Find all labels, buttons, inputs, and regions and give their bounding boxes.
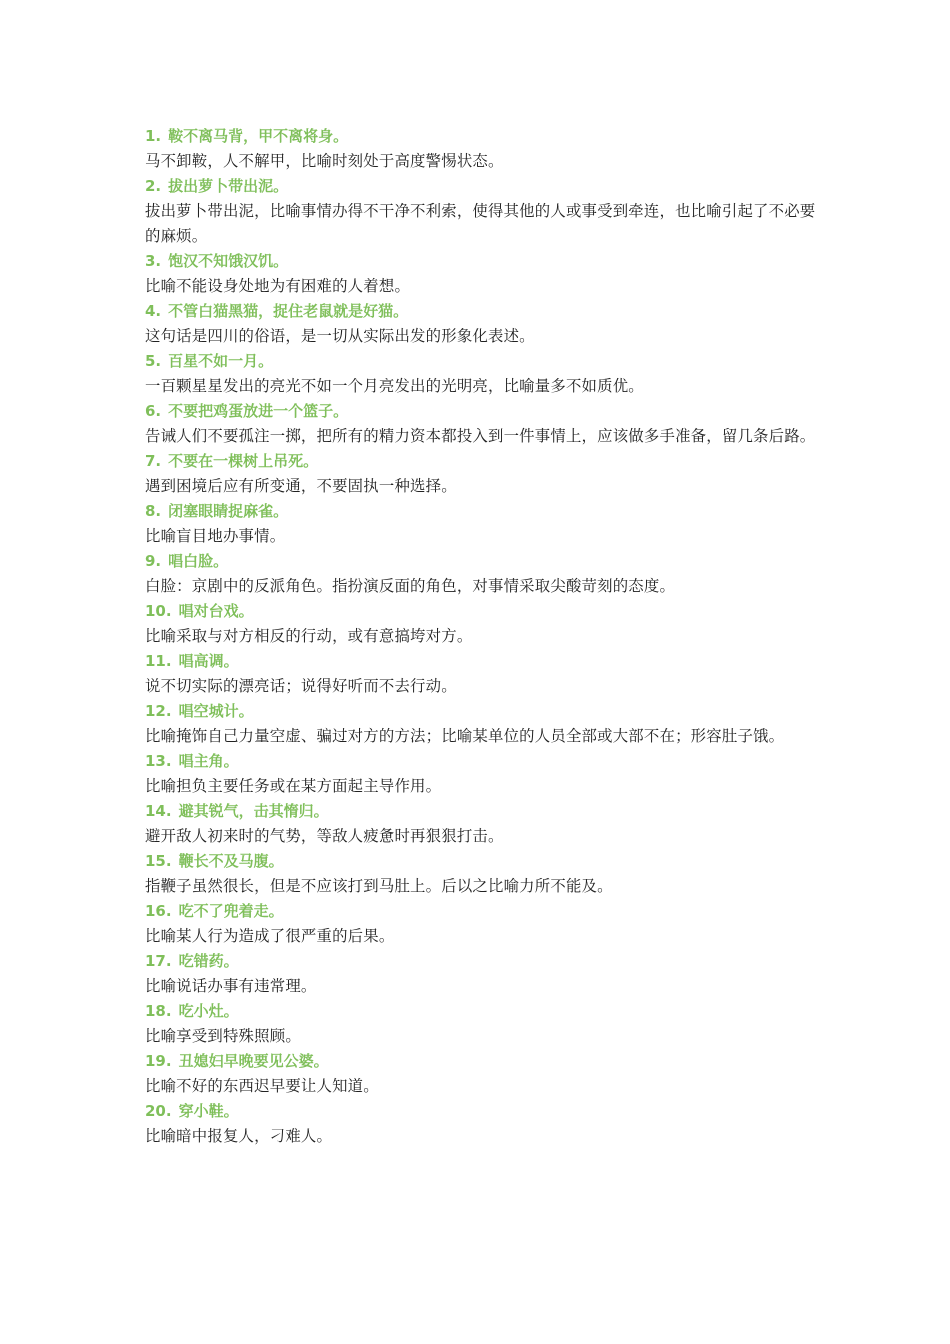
idiom-term xyxy=(145,999,825,1024)
idiom-definition: 遇到困境后应有所变通，不要固执一种选择。 xyxy=(145,477,457,495)
idiom-definition: 指鞭子虽然很长，但是不应该打到马肚上。后以之比喻力所不能及。 xyxy=(145,877,613,895)
list-item xyxy=(145,1099,825,1149)
idiom-definition: 比喻说话办事有违常理。 xyxy=(145,977,317,995)
idiom-number: 13. xyxy=(145,752,172,770)
idiom-number: 10. xyxy=(145,602,172,620)
idiom-text: 唱白脸。 xyxy=(168,552,229,570)
idiom-definition: 比喻担负主要任务或在某方面起主导作用。 xyxy=(145,777,442,795)
idiom-definition: 白脸：京剧中的反派角色。指扮演反面的角色，对事情采取尖酸苛刻的态度。 xyxy=(145,577,676,595)
idiom-number: 11. xyxy=(145,652,172,670)
list-item xyxy=(145,299,825,349)
idiom-number: 15. xyxy=(145,852,172,870)
list-item xyxy=(145,549,825,599)
idiom-term xyxy=(145,124,825,149)
idiom-term xyxy=(145,1099,825,1124)
idiom-term xyxy=(145,549,825,574)
idiom-term xyxy=(145,349,825,374)
idiom-number: 1. xyxy=(145,127,162,145)
list-item xyxy=(145,1049,825,1099)
idiom-term xyxy=(145,499,825,524)
idiom-definition: 这句话是四川的俗语，是一切从实际出发的形象化表述。 xyxy=(145,327,535,345)
idiom-number: 6. xyxy=(145,402,162,420)
idiom-definition: 说不切实际的漂亮话；说得好听而不去行动。 xyxy=(145,677,457,695)
idiom-text: 丑媳妇早晚要见公婆。 xyxy=(178,1052,329,1070)
idiom-text: 唱主角。 xyxy=(178,752,239,770)
idiom-definition: 比喻享受到特殊照顾。 xyxy=(145,1027,301,1045)
idiom-number: 7. xyxy=(145,452,162,470)
idiom-text: 唱空城计。 xyxy=(178,702,254,720)
idiom-number: 18. xyxy=(145,1002,172,1020)
idiom-text: 不要在一棵树上吊死。 xyxy=(168,452,319,470)
list-item xyxy=(145,349,825,399)
idiom-definition: 比喻采取与对方相反的行动，或有意搞垮对方。 xyxy=(145,627,473,645)
list-item xyxy=(145,849,825,899)
idiom-term xyxy=(145,599,825,624)
idiom-text: 避其锐气，击其惰归。 xyxy=(178,802,329,820)
idiom-text: 不要把鸡蛋放进一个篮子。 xyxy=(168,402,349,420)
list-item xyxy=(145,449,825,499)
idiom-term xyxy=(145,699,825,724)
idiom-term xyxy=(145,649,825,674)
idiom-text: 吃错药。 xyxy=(178,952,239,970)
idiom-text: 唱对台戏。 xyxy=(178,602,254,620)
idiom-number: 14. xyxy=(145,802,172,820)
idiom-number: 19. xyxy=(145,1052,172,1070)
idiom-number: 20. xyxy=(145,1102,172,1120)
idiom-term xyxy=(145,899,825,924)
list-item xyxy=(145,599,825,649)
list-item xyxy=(145,174,825,249)
list-item xyxy=(145,749,825,799)
idiom-text: 鞭长不及马腹。 xyxy=(178,852,284,870)
idiom-definition: 避开敌人初来时的气势，等敌人疲惫时再狠狠打击。 xyxy=(145,827,504,845)
idiom-definition: 比喻暗中报复人，刁难人。 xyxy=(145,1127,333,1145)
idiom-term xyxy=(145,799,825,824)
idiom-term xyxy=(145,849,825,874)
idiom-term xyxy=(145,1049,825,1074)
idiom-number: 16. xyxy=(145,902,172,920)
list-item xyxy=(145,799,825,849)
idiom-text: 不管白猫黑猫，捉住老鼠就是好猫。 xyxy=(168,302,409,320)
idiom-number: 12. xyxy=(145,702,172,720)
idiom-number: 5. xyxy=(145,352,162,370)
idiom-number: 17. xyxy=(145,952,172,970)
idiom-definition: 比喻掩饰自己力量空虚、骗过对方的方法；比喻某单位的人员全部或大部不在；形容肚子饿。 xyxy=(145,727,785,745)
idiom-term xyxy=(145,399,825,424)
idiom-term xyxy=(145,449,825,474)
list-item xyxy=(145,999,825,1049)
idiom-text: 吃不了兜着走。 xyxy=(178,902,284,920)
idiom-definition: 一百颗星星发出的亮光不如一个月亮发出的光明亮，比喻量多不如质优。 xyxy=(145,377,644,395)
idiom-definition: 告诫人们不要孤注一掷，把所有的精力资本都投入到一件事情上，应该做多手准备，留几条后路。 xyxy=(145,427,816,445)
idiom-list xyxy=(145,124,825,1149)
idiom-term xyxy=(145,749,825,774)
idiom-term xyxy=(145,174,825,199)
idiom-text: 闭塞眼睛捉麻雀。 xyxy=(168,502,289,520)
list-item xyxy=(145,124,825,174)
list-item xyxy=(145,899,825,949)
list-item xyxy=(145,499,825,549)
list-item xyxy=(145,699,825,749)
idiom-definition: 比喻不能设身处地为有困难的人着想。 xyxy=(145,277,411,295)
idiom-text: 百星不如一月。 xyxy=(168,352,274,370)
list-item xyxy=(145,399,825,449)
idiom-definition: 比喻盲目地办事情。 xyxy=(145,527,286,545)
list-item xyxy=(145,649,825,699)
idiom-text: 鞍不离马背，甲不离将身。 xyxy=(168,127,349,145)
list-item xyxy=(145,249,825,299)
idiom-definition: 马不卸鞍，人不解甲，比喻时刻处于高度警惕状态。 xyxy=(145,152,504,170)
idiom-number: 8. xyxy=(145,502,162,520)
idiom-definition: 比喻不好的东西迟早要让人知道。 xyxy=(145,1077,379,1095)
idiom-number: 3. xyxy=(145,252,162,270)
idiom-definition: 比喻某人行为造成了很严重的后果。 xyxy=(145,927,395,945)
idiom-text: 拔出萝卜带出泥。 xyxy=(168,177,289,195)
idiom-term xyxy=(145,249,825,274)
idiom-text: 吃小灶。 xyxy=(178,1002,239,1020)
idiom-text: 饱汉不知饿汉饥。 xyxy=(168,252,289,270)
idiom-text: 唱高调。 xyxy=(178,652,239,670)
idiom-definition: 拔出萝卜带出泥，比喻事情办得不干净不利索，使得其他的人或事受到牵连，也比喻引起了不必要的麻烦。 xyxy=(145,202,816,245)
idiom-number: 2. xyxy=(145,177,162,195)
idiom-text: 穿小鞋。 xyxy=(178,1102,239,1120)
idiom-number: 9. xyxy=(145,552,162,570)
list-item xyxy=(145,949,825,999)
idiom-term xyxy=(145,299,825,324)
idiom-number: 4. xyxy=(145,302,162,320)
idiom-term xyxy=(145,949,825,974)
